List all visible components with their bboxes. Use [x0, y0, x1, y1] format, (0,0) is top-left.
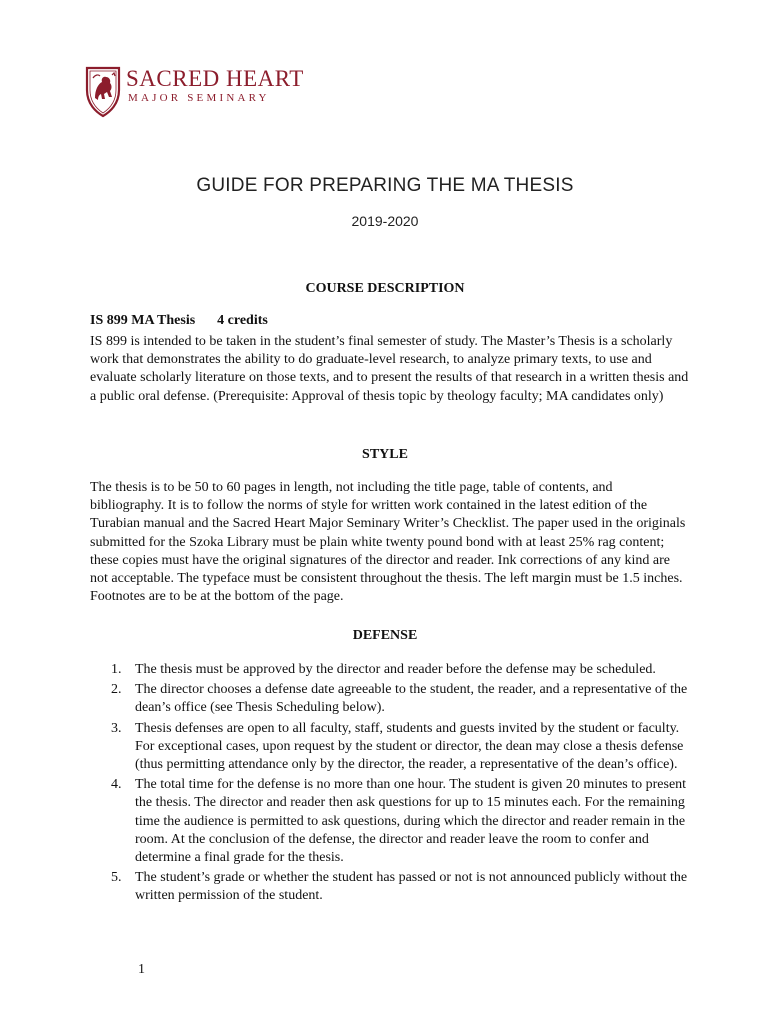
list-item-text: The student’s grade or whether the student has passed or not is not announced publicly without the written permission of the student. [135, 870, 688, 904]
list-item-number: 5. [111, 870, 122, 886]
list-item-number: 2. [111, 682, 122, 698]
defense-list [90, 661, 690, 908]
list-item-text: Thesis defenses are open to all faculty, staff, students and guests invited by the student or faculty. For exceptional cases, upon request by the student or director, the dean may close a thesis defense (thus permitting attendance only by the director, the reader, a representative of the dean’s office). [135, 720, 684, 773]
logo-subtitle: MAJOR SEMINARY [128, 92, 270, 104]
course-description-text: IS 899 is intended to be taken in the student’s final semester of study. The Master’s Thesis is a scholarly work that demonstrates the ability to do graduate-level research, to analyze primary texts, to use and evaluate scholarly literature on those texts, and to present the results of that research in a written thesis and a public oral defense. (Prerequisite: Approval of thesis topic by theology faculty; MA candidates only) [90, 334, 689, 404]
list-item [90, 720, 690, 775]
course-title-line [90, 313, 268, 329]
list-item-text: The thesis must be approved by the director and reader before the defense may be scheduled. [135, 662, 656, 677]
defense-heading: DEFENSE [352, 628, 418, 643]
list-item-text: The total time for the defense is no more than one hour. The student is given 20 minutes to present the thesis. The director and reader then ask questions for up to 15 minutes each. For the remaining time the audience is permitted to ask questions, during which the director and reader remain in the room. At the conclusion of the defense, the director and reader leave the room to confer and determine a final grade for the thesis. [135, 777, 687, 866]
list-item [90, 661, 690, 679]
list-item [90, 681, 690, 717]
lion-shield-icon [84, 64, 122, 118]
course-description-heading: COURSE DESCRIPTION [305, 281, 465, 296]
course-code: IS 899 MA Thesis [90, 313, 196, 328]
academic-year: 2019-2020 [351, 213, 419, 229]
course-credits: 4 credits [217, 313, 268, 328]
list-item-number: 1. [111, 662, 122, 677]
document-title: GUIDE FOR PREPARING THE MA THESIS [196, 175, 574, 196]
list-item-text: The director chooses a defense date agreeable to the student, the reader, and a representative of the dean’s office (see Thesis Scheduling below). [135, 682, 688, 716]
list-item-number: 3. [111, 720, 122, 736]
seminary-logo [84, 64, 304, 118]
style-text: The thesis is to be 50 to 60 pages in length, not including the title page, table of contents, and bibliography. It is to follow the norms of style for written work contained in the latest edition of the Turabian manual and the Sacred Heart Major Seminary Writer’s Checklist. The paper used in the originals submitted for the Szoka Library must be plain white twenty pound bond with at least 25% rag content; these copies must have the original signatures of the director and reader. Ink corrections of any kind are not acceptable. The typeface must be consistent throughout the thesis. The left margin must be 1.5 inches. Footnotes are to be at the bottom of the page. [90, 480, 686, 605]
logo-name: SACRED HEART [126, 66, 304, 91]
list-item [90, 776, 690, 867]
style-heading: STYLE [362, 447, 408, 462]
page-number: 1 [138, 962, 145, 977]
list-item [90, 869, 690, 905]
list-item-number: 4. [111, 777, 122, 793]
